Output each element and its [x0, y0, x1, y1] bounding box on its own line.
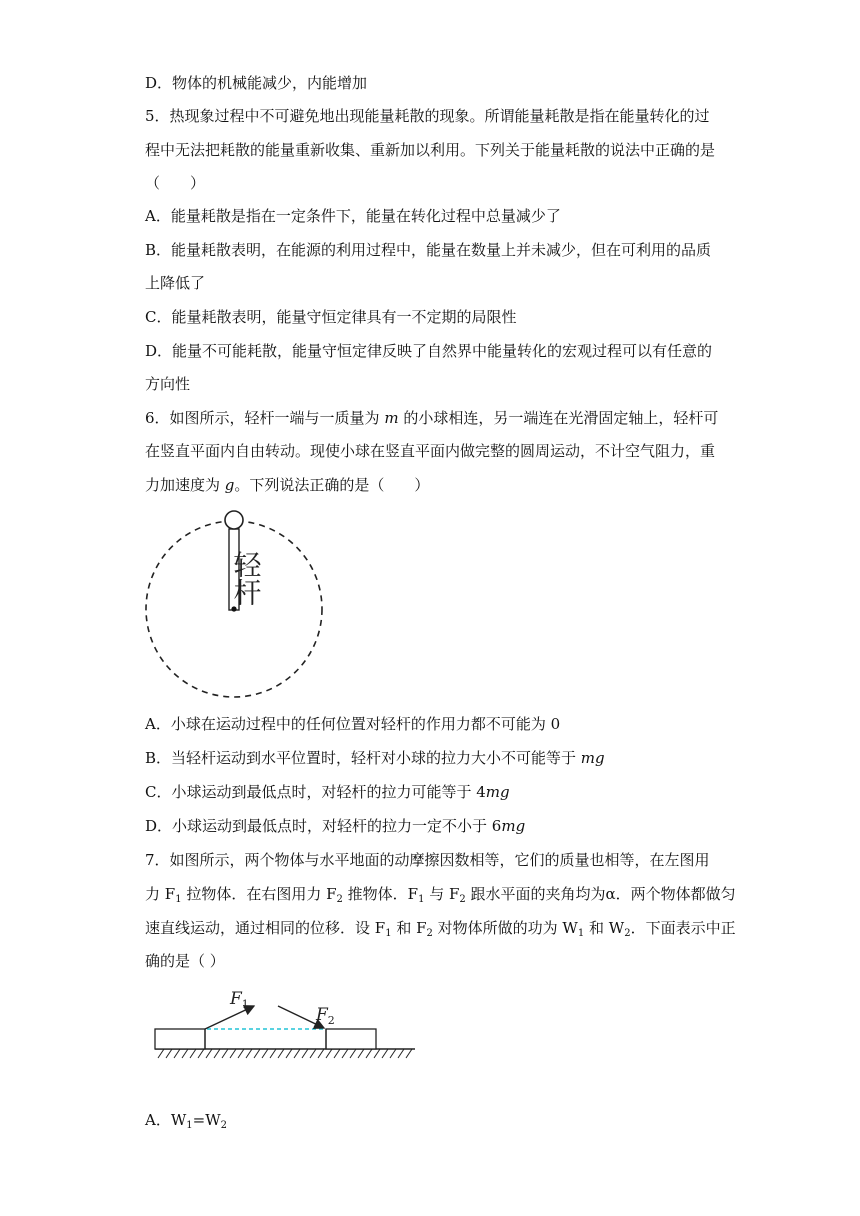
rod-label: 轻杆 [229, 550, 263, 606]
q6-stem-line1: 6．如图所示，轻杆一端与一质量为 m 的小球相连，另一端连在光滑固定轴上，轻杆可 [145, 409, 719, 427]
gravity-symbol: g [224, 476, 235, 494]
q5-option-b-line1: B．能量耗散表明，在能源的利用过程中，能量在数量上并未减少，但在可利用的品质 [145, 241, 712, 259]
q6-option-a: A．小球在运动过程中的任何位置对轻杆的作用力都不可能为 0 [145, 715, 561, 733]
q7-stem-line3: 速直线运动，通过相同的位移．设 $F_1$ 和 $F_2$ 对物体所做的功为 $W_1$ 和 $W_2$．下面表示中正 [145, 919, 736, 939]
q5-stem-line1: 5．热现象过程中不可避免地出现能量耗散的现象。所谓能量耗散是指在能量转化的过 [145, 107, 710, 125]
q5-option-b-line2: 上降低了 [145, 274, 206, 292]
q5-option-a: A．能量耗散是指在一定条件下，能量在转化过程中总量减少了 [145, 207, 561, 225]
ground-hatching [158, 1049, 412, 1058]
left-block [155, 1029, 205, 1049]
q7-option-a: A．$W_1=W_2$ [145, 1111, 228, 1131]
q6-stem-line2: 在竖直平面内自由转动。现使小球在竖直平面内做完整的圆周运动，不计空气阻力，重 [145, 442, 716, 460]
q7-stem-line1: 7．如图所示，两个物体与水平地面的动摩擦因数相等，它们的质量也相等，在左图用 [145, 851, 710, 869]
q7-figure-blocks [150, 985, 420, 1060]
q5-stem-line3: （ ） [145, 174, 206, 192]
force-f1-label: $F_1$ [230, 989, 249, 1011]
mass-symbol: m [384, 409, 399, 427]
pivot-axis [231, 606, 236, 611]
q6-option-b: B．当轻杆运动到水平位置时，轻杆对小球的拉力大小不可能等于 mg [145, 749, 605, 767]
q6-figure-rod-circle [138, 508, 328, 703]
q6-option-c: C．小球运动到最低点时，对轻杆的拉力可能等于 4mg [145, 783, 510, 801]
right-block [326, 1029, 376, 1049]
q7-stem-line4: 确的是（ ） [145, 952, 225, 970]
q5-option-d-line2: 方向性 [145, 375, 191, 393]
q6-stem-line3: 力加速度为 g。下列说法正确的是（ ） [145, 476, 430, 494]
force-f2-label: $F_2$ [316, 1005, 335, 1027]
q5-option-d-line1: D．能量不可能耗散，能量守恒定律反映了自然界中能量转化的宏观过程可以有任意的 [145, 342, 713, 360]
ball [225, 511, 243, 529]
q7-stem-line2: 力 $F_1$ 拉物体．在右图用力 $F_2$ 推物体．$F_1$ 与 $F_2$ 跟水平面的夹角均为α．两个物体都做匀 [145, 885, 736, 905]
q5-stem-line2: 程中无法把耗散的能量重新收集、重新加以利用。下列关于能量耗散的说法中正确的是 [145, 141, 716, 159]
q6-option-d: D．小球运动到最低点时，对轻杆的拉力一定不小于 6mg [145, 817, 526, 835]
q5-option-c: C．能量耗散表明，能量守恒定律具有一不定期的局限性 [145, 308, 517, 326]
q4-option-d: D．物体的机械能减少，内能增加 [145, 74, 368, 92]
